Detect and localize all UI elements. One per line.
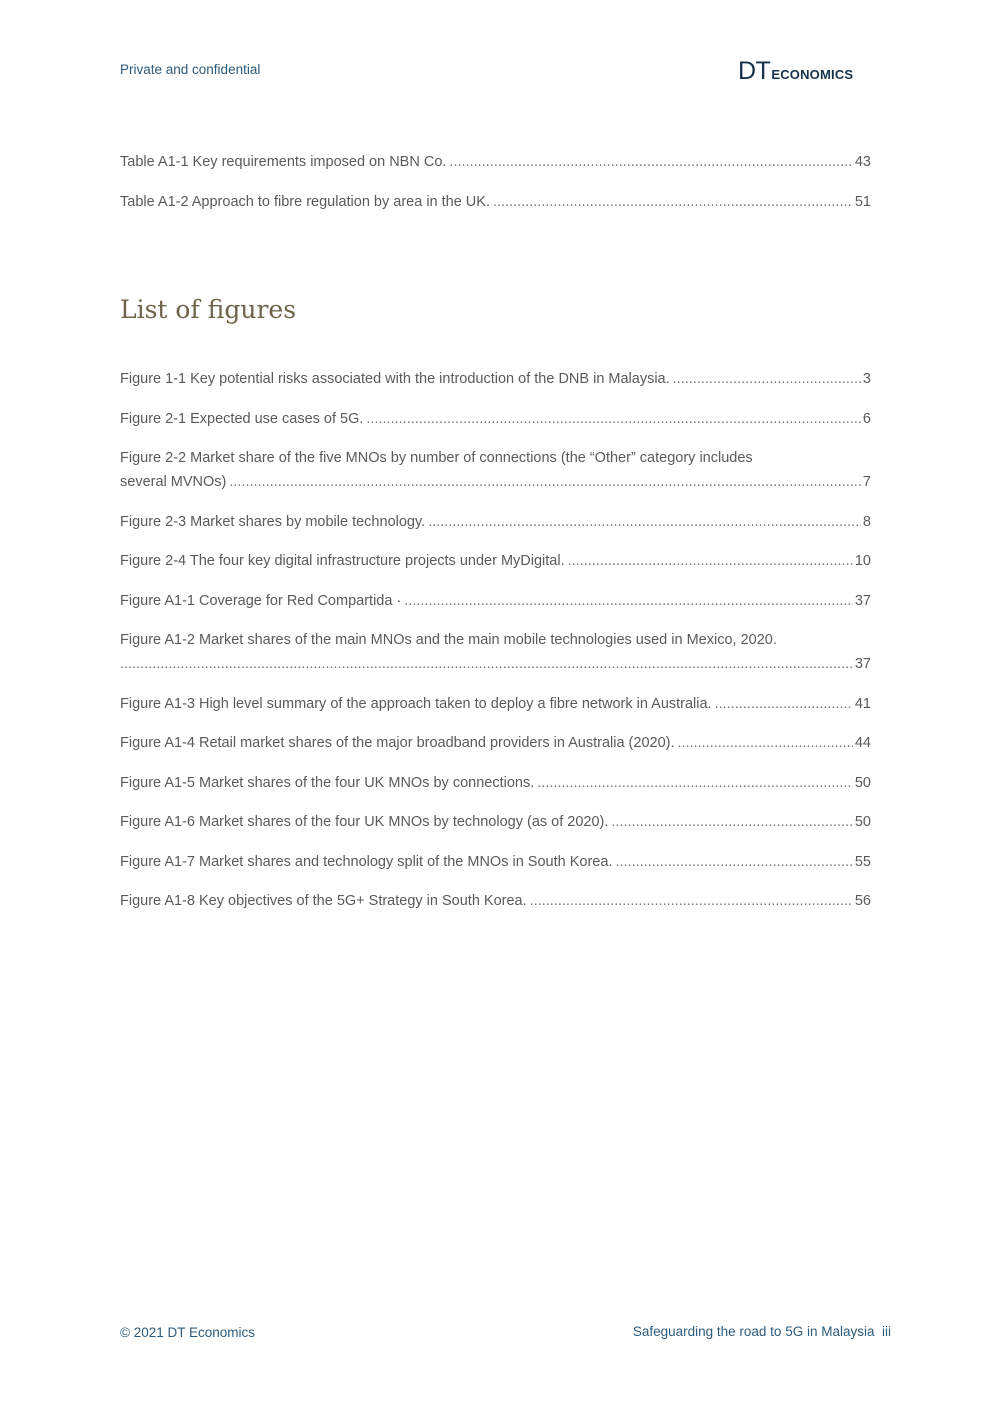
- toc-entry-page: 10: [854, 553, 871, 569]
- toc-leader-dots: [715, 692, 853, 716]
- toc-entry-page: 51: [854, 193, 871, 210]
- toc-entry-text: Figure A1-6 Market shares of the four UK MNOs by technology (as of 2020).: [120, 814, 609, 830]
- toc-entry-text-line1: Figure A1-2 Market shares of the main MNOs and the main mobile technologies used in Mexico, 2020.: [120, 632, 777, 648]
- toc-entry-figure-a1-5[interactable]: [120, 771, 871, 795]
- toc-entry-figure-a1-3[interactable]: [120, 692, 871, 716]
- toc-entry-figure-a1-1[interactable]: [120, 589, 871, 613]
- footer-title-and-page: [633, 1324, 891, 1339]
- toc-entry-page: 50: [854, 814, 871, 830]
- toc-entry-text: Figure A1-7 Market shares and technology split of the MNOs in South Korea.: [120, 853, 613, 870]
- header-confidentiality: Private and confidential: [120, 62, 261, 77]
- toc-entry-table-a1-2[interactable]: [120, 190, 871, 214]
- toc-entry-text: Table A1-1 Key requirements imposed on NBN Co.: [120, 154, 447, 170]
- toc-leader-dots: [615, 850, 852, 874]
- toc-leader-dots: [493, 190, 853, 214]
- toc-leader-dots: [449, 150, 852, 174]
- toc-entry-text: Figure 1-1 Key potential risks associated with the introduction of the DNB in Malaysia.: [120, 371, 670, 387]
- footer-copyright: © 2021 DT Economics: [120, 1325, 256, 1340]
- list-of-figures: [120, 367, 871, 929]
- toc-entry-page: 7: [862, 474, 871, 490]
- toc-leader-dots: [673, 367, 861, 391]
- toc-entry-page: 56: [854, 893, 871, 909]
- toc-leader-dots: [568, 549, 853, 573]
- toc-entry-page: 55: [854, 853, 871, 870]
- toc-entry-table-a1-1[interactable]: [120, 150, 871, 174]
- toc-entry-figure-a1-4[interactable]: [120, 731, 871, 755]
- toc-entry-page: 43: [854, 154, 871, 170]
- logo-dt: DT: [738, 57, 771, 85]
- toc-entry-figure-a1-8[interactable]: [120, 889, 871, 913]
- footer-page-number: iii: [882, 1324, 891, 1339]
- toc-leader-dots: [366, 407, 861, 431]
- toc-entry-page: 37: [854, 656, 871, 672]
- toc-entry-text: Figure A1-1 Coverage for Red Compartida ·: [120, 592, 402, 609]
- toc-entry-figure-a1-2[interactable]: [120, 628, 871, 676]
- toc-leader-dots: [428, 510, 861, 534]
- toc-entry-text: several MVNOs): [120, 474, 227, 490]
- toc-entry-page: 6: [862, 410, 871, 427]
- toc-leader-dots: [120, 652, 853, 676]
- toc-entry-page: 8: [862, 513, 871, 530]
- toc-entry-figure-2-2[interactable]: [120, 446, 871, 494]
- footer-document-title: Safeguarding the road to 5G in Malaysia: [632, 1324, 875, 1339]
- toc-leader-dots: [404, 589, 853, 613]
- toc-entry-text: Figure A1-8 Key objectives of the 5G+ Strategy in South Korea.: [120, 893, 527, 909]
- toc-entry-page: 37: [854, 592, 871, 609]
- toc-entry-page: 41: [854, 695, 871, 712]
- toc-leader-dots: [537, 771, 853, 795]
- toc-entry-text: Table A1-2 Approach to fibre regulation by area in the UK.: [120, 193, 490, 210]
- toc-entry-text-line1: Figure 2-2 Market share of the five MNOs by number of connections (the “Other” category includes: [120, 450, 753, 466]
- toc-entry-text: Figure A1-5 Market shares of the four UK MNOs by connections.: [120, 774, 535, 791]
- toc-entry-figure-1-1[interactable]: [120, 367, 871, 391]
- toc-entry-figure-2-1[interactable]: [120, 407, 871, 431]
- toc-leader-dots: [678, 731, 853, 755]
- toc-entry-page: 3: [862, 371, 871, 387]
- toc-entry-figure-a1-6[interactable]: [120, 810, 871, 834]
- toc-entry-text: Figure 2-1 Expected use cases of 5G.: [120, 410, 364, 427]
- logo-economics: ECONOMICS: [771, 67, 854, 82]
- toc-leader-dots: [611, 810, 852, 834]
- list-of-tables: [120, 150, 871, 229]
- toc-entry-text: Figure 2-4 The four key digital infrastructure projects under MyDigital.: [120, 553, 565, 569]
- section-heading-list-of-figures: List of figures: [120, 295, 297, 324]
- toc-leader-dots: [530, 889, 853, 913]
- toc-entry-text: Figure A1-4 Retail market shares of the major broadband providers in Australia (2020).: [120, 735, 675, 751]
- toc-entry-figure-a1-7[interactable]: [120, 850, 871, 874]
- toc-entry-figure-2-4[interactable]: [120, 549, 871, 573]
- toc-entry-text: Figure 2-3 Market shares by mobile technology.: [120, 513, 426, 530]
- toc-entry-page: 44: [854, 735, 871, 751]
- toc-entry-page: 50: [854, 774, 871, 791]
- toc-entry-text: Figure A1-3 High level summary of the approach taken to deploy a fibre network in Australia.: [120, 695, 712, 712]
- dt-economics-logo: [738, 57, 853, 86]
- toc-leader-dots: [229, 470, 861, 494]
- toc-entry-figure-2-3[interactable]: [120, 510, 871, 534]
